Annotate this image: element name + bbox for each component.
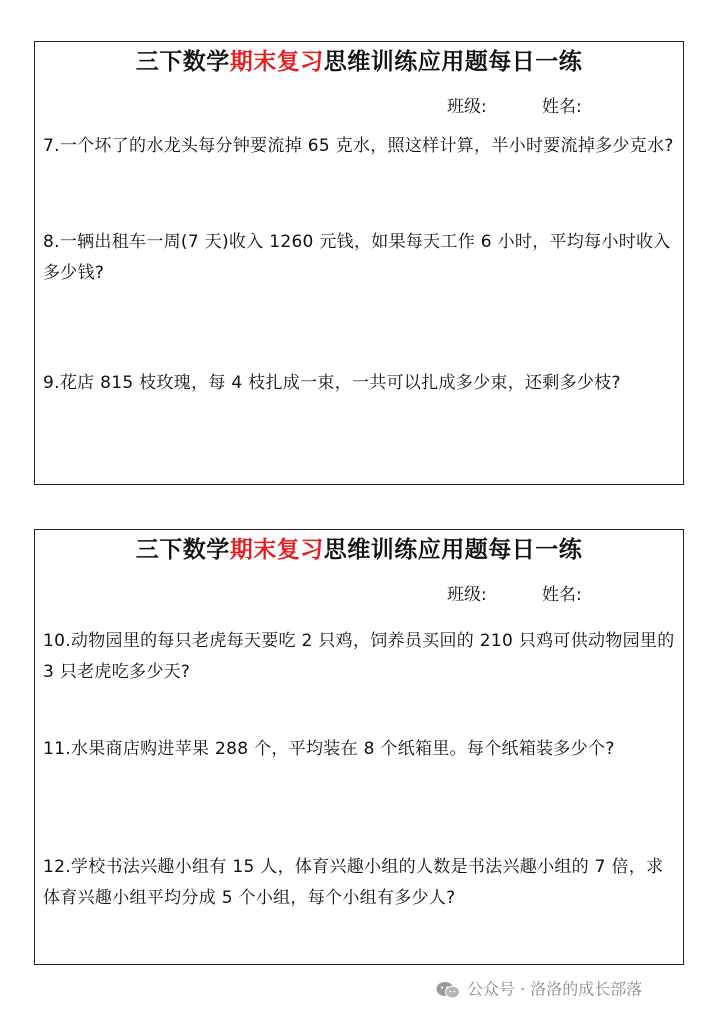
name-label: 姓名: bbox=[542, 585, 582, 605]
title-suffix: 思维训练应用题每日一练 bbox=[323, 49, 583, 75]
question-12: 12.学校书法兴趣小组有 15 人，体育兴趣小组的人数是书法兴趣小组的 7 倍，求体育兴趣小组平均分成 5 个小组，每个小组有多少人? bbox=[43, 857, 664, 908]
worksheet-card-2 bbox=[34, 529, 684, 965]
question-11: 11.水果商店购进苹果 288 个，平均装在 8 个纸箱里。每个纸箱装多少个? bbox=[43, 739, 615, 759]
worksheet-title bbox=[35, 530, 683, 570]
worksheet-title bbox=[35, 42, 683, 82]
class-label: 班级: bbox=[447, 97, 487, 117]
question-7: 7.一个坏了的水龙头每分钟要流掉 65 克水，照这样计算，半小时要流掉多少克水? bbox=[43, 136, 674, 156]
question-9: 9.花店 815 枝玫瑰，每 4 枝扎成一束，一共可以扎成多少束，还剩多少枝? bbox=[43, 373, 621, 393]
student-info bbox=[447, 92, 582, 117]
question-8: 8.一辆出租车一周(7 天)收入 1260 元钱，如果每天工作 6 小时，平均每小时收入多少钱? bbox=[43, 232, 671, 283]
title-highlight: 期末复习 bbox=[229, 49, 324, 75]
student-info bbox=[447, 580, 582, 605]
name-label: 姓名: bbox=[542, 97, 582, 117]
footer-text: 公众号 · 洛洛的成长部落 bbox=[467, 979, 643, 999]
wechat-account-watermark bbox=[435, 977, 642, 1001]
question-10: 10.动物园里的每只老虎每天要吃 2 只鸡，饲养员买回的 210 只鸡可供动物园里的 3 只老虎吃多少天? bbox=[43, 631, 675, 682]
worksheet-card-1 bbox=[34, 41, 684, 485]
class-label: 班级: bbox=[447, 585, 487, 605]
title-prefix: 三下数学 bbox=[135, 49, 230, 75]
title-prefix: 三下数学 bbox=[135, 537, 230, 563]
title-suffix: 思维训练应用题每日一练 bbox=[323, 537, 583, 563]
title-highlight: 期末复习 bbox=[229, 537, 324, 563]
wechat-icon bbox=[435, 980, 461, 1000]
